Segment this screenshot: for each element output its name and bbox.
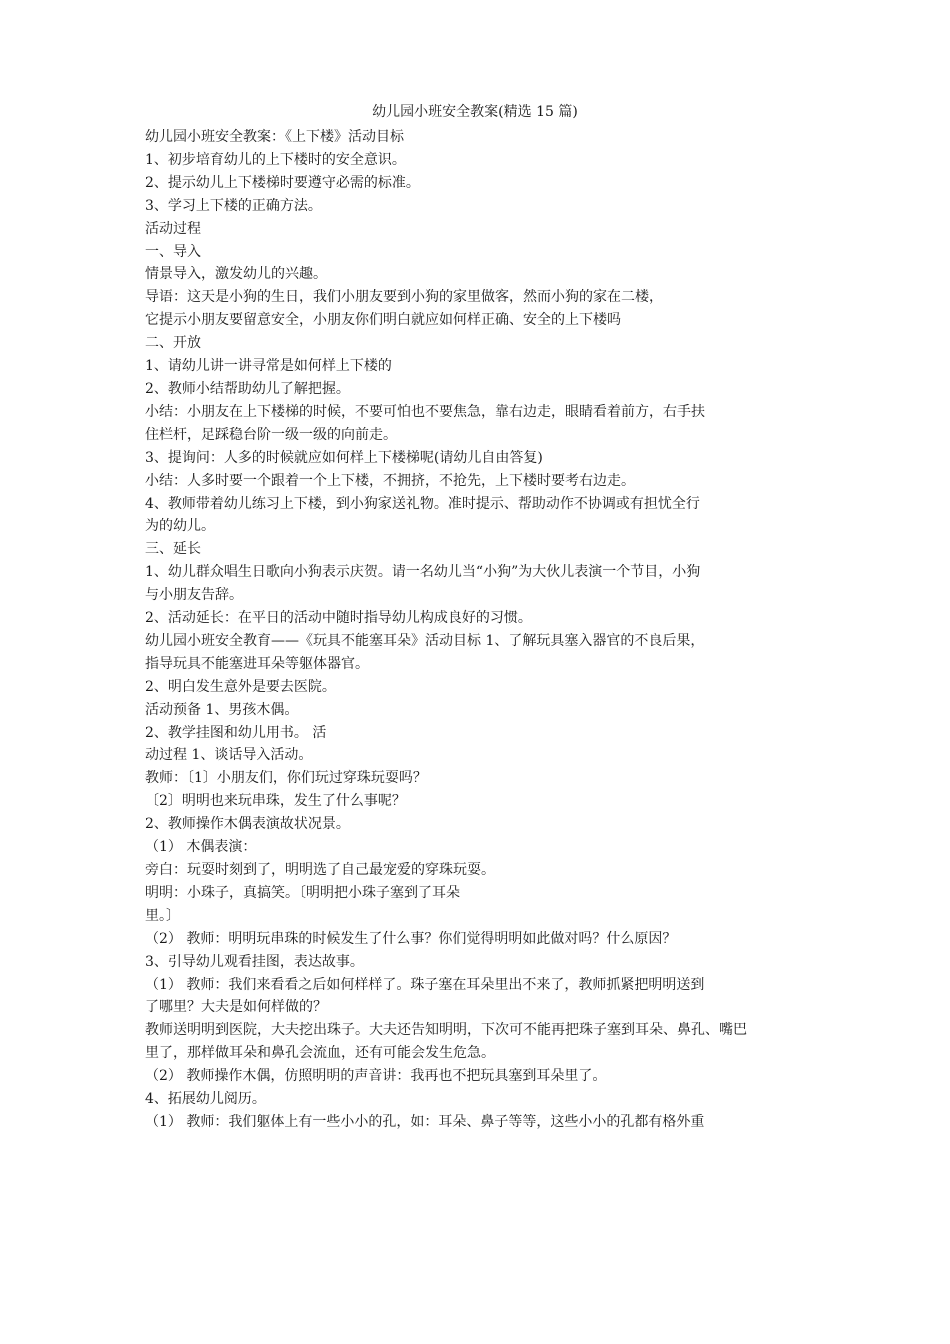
- text-line: 明明：小珠子，真搞笑。〔明明把小珠子塞到了耳朵: [145, 884, 460, 901]
- text-line: 1、初步培育幼儿的上下楼时的安全意识。: [145, 151, 406, 168]
- text-line: 里了，那样做耳朵和鼻孔会流血，还有可能会发生危急。: [145, 1045, 495, 1062]
- text-line: 4、拓展幼儿阅历。: [145, 1091, 266, 1108]
- text-line: 4、教师带着幼儿练习上下楼，到小狗家送礼物。准时提示、帮助动作不协调或有担忧全行: [145, 495, 700, 512]
- text-line: 三、延长: [145, 541, 201, 558]
- text-line: 活动过程: [145, 220, 201, 237]
- text-line: 1、幼儿群众唱生日歌向小狗表示庆贺。请一名幼儿当“小狗”为大伙儿表演一个节目，小狗: [145, 564, 701, 581]
- text-line: 一、导入: [145, 243, 201, 260]
- text-line: 指导玩具不能塞进耳朵等躯体器官。: [145, 655, 369, 672]
- text-line: 住栏杆，足踩稳台阶一级一级的向前走。: [145, 426, 397, 443]
- text-line: （2） 教师操作木偶，仿照明明的声音讲：我再也不把玩具塞到耳朵里了。: [145, 1068, 607, 1085]
- text-line: 2、提示幼儿上下楼梯时要遵守必需的标准。: [145, 174, 420, 191]
- text-line: （2） 教师：明明玩串珠的时候发生了什么事？你们觉得明明如此做对吗？什么原因？: [145, 930, 677, 947]
- text-line: 幼儿园小班安全教育——《玩具不能塞耳朵》活动目标 1、了解玩具塞入器官的不良后果，: [145, 632, 705, 649]
- text-line: 与小朋友告辞。: [145, 587, 243, 604]
- text-line: 情景导入，激发幼儿的兴趣。: [145, 266, 327, 283]
- text-line: （1） 木偶表演：: [145, 839, 257, 856]
- document-body: [145, 126, 810, 1134]
- text-line: 里。〕: [145, 907, 180, 924]
- text-line: 小结：小朋友在上下楼梯的时候，不要可怕也不要焦急，靠右边走，眼睛看着前方，右手扶: [145, 403, 705, 420]
- text-line: 活动预备 1、男孩木偶。: [145, 701, 299, 718]
- text-line: 2、教学挂图和幼儿用书。 活: [145, 724, 327, 741]
- text-line: 幼儿园小班安全教案：《上下楼》活动目标: [145, 129, 404, 145]
- document-title: 幼儿园小班安全教案(精选 15 篇): [372, 104, 578, 120]
- text-line: 1、请幼儿讲一讲寻常是如何样上下楼的: [145, 358, 392, 375]
- text-line: 它提示小朋友要留意安全，小朋友你们明白就应如何样正确、安全的上下楼吗: [145, 312, 621, 329]
- text-line: 了哪里？大夫是如何样做的？: [145, 999, 327, 1016]
- text-line: 2、教师小结帮助幼儿了解把握。: [145, 380, 350, 397]
- text-line: 教师送明明到医院，大夫挖出珠子。大夫还告知明明，下次可不能再把珠子塞到耳朵、鼻孔、嘴巴: [145, 1022, 747, 1039]
- text-line: 旁白：玩耍时刻到了，明明选了自己最宠爱的穿珠玩耍。: [145, 862, 495, 878]
- text-line: 〔2〕明明也来玩串珠，发生了什么事呢？: [145, 793, 406, 810]
- text-line: （1） 教师：我们来看看之后如何样样了。珠子塞在耳朵里出不来了，教师抓紧把明明送到: [145, 976, 705, 993]
- text-line: 3、提询问：人多的时候就应如何样上下楼梯呢(请幼儿自由答复): [145, 449, 543, 466]
- text-line: 2、教师操作木偶表演故状况景。: [145, 816, 350, 833]
- text-line: 为的幼儿。: [145, 518, 215, 535]
- text-line: 二、开放: [145, 335, 201, 352]
- text-line: 2、明白发生意外是要去医院。: [145, 678, 336, 695]
- text-line: 导语：这天是小狗的生日，我们小朋友要到小狗的家里做客，然而小狗的家在二楼，: [145, 289, 663, 306]
- text-line: 3、引导幼儿观看挂图，表达故事。: [145, 953, 364, 970]
- text-line: 小结：人多时要一个跟着一个上下楼，不拥挤，不抢先，上下楼时要考右边走。: [145, 472, 635, 489]
- text-line: 动过程 1、谈话导入活动。: [145, 747, 313, 764]
- text-line: （1） 教师：我们躯体上有一些小小的孔，如：耳朵、鼻子等等，这些小小的孔都有格外重: [145, 1113, 705, 1130]
- text-line: 2、活动延长：在平日的活动中随时指导幼儿构成良好的习惯。: [145, 610, 532, 627]
- text-line: 教师：〔1〕小朋友们，你们玩过穿珠玩耍吗？: [145, 770, 427, 787]
- text-line: 3、学习上下楼的正确方法。: [145, 197, 322, 214]
